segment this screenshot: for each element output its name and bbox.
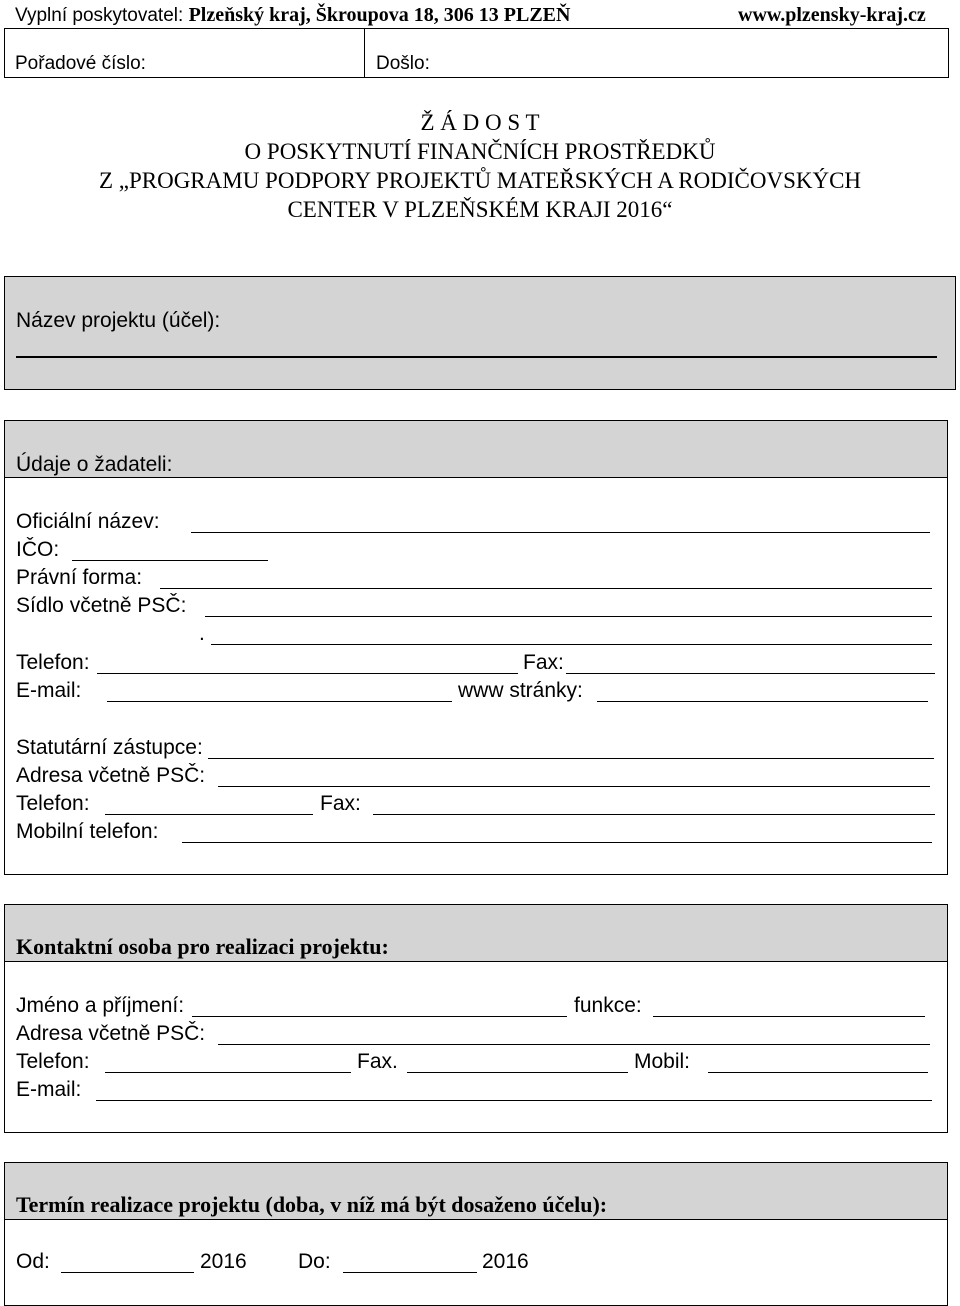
title-line-4: CENTER V PLZEŇSKÉM KRAJI 2016“ (287, 197, 673, 222)
term-section-box (4, 1162, 948, 1306)
contact-name-label: Jméno a příjmení: (16, 994, 185, 1017)
contact-function-label: funkce: (574, 994, 642, 1017)
contact-address-field[interactable] (218, 1044, 930, 1045)
project-name-field[interactable] (16, 356, 937, 358)
received-label: Došlo: (376, 53, 430, 74)
ico-label: IČO: (16, 538, 60, 561)
term-from-label: Od: (16, 1250, 50, 1273)
seat-label: Sídlo včetně PSČ: (16, 594, 187, 617)
phone-field[interactable] (97, 673, 518, 674)
order-number-label: Pořadové číslo: (15, 53, 146, 74)
web-field[interactable] (597, 701, 928, 702)
web-label: www stránky: (458, 679, 583, 702)
term-from-field[interactable] (61, 1272, 194, 1273)
contact-fax-field[interactable] (407, 1072, 628, 1073)
contact-email-field[interactable] (96, 1100, 932, 1101)
applicant-section-box (4, 420, 948, 875)
contact-header-divider (4, 961, 948, 962)
fax-label: Fax: (523, 651, 564, 674)
contact-phone-field[interactable] (105, 1072, 351, 1073)
title-line-2: O POSKYTNUTÍ FINANČNÍCH PROSTŘEDKŮ (244, 139, 716, 164)
title-line-1: Ž Á D O S T (420, 110, 540, 135)
term-to-label: Do: (298, 1250, 331, 1273)
website-link[interactable]: www.plzensky-kraj.cz (738, 4, 926, 26)
provider-value: Plzeňský kraj, Škroupova 18, 306 13 PLZEŇ (188, 4, 571, 26)
rep-fax-label: Fax: (320, 792, 361, 815)
email-label: E-mail: (16, 679, 82, 702)
contact-mobile-label: Mobil: (634, 1050, 691, 1073)
rep-fax-field[interactable] (373, 814, 935, 815)
applicant-header-divider (4, 477, 948, 478)
contact-phone-label: Telefon: (16, 1050, 90, 1073)
rep-phone-label: Telefon: (16, 792, 90, 815)
phone-label: Telefon: (16, 651, 90, 674)
statutory-rep-field[interactable] (208, 758, 934, 759)
rep-address-label: Adresa včetně PSČ: (16, 764, 206, 787)
seat-field[interactable] (205, 616, 932, 617)
contact-fax-label: Fax. (357, 1050, 398, 1073)
contact-email-label: E-mail: (16, 1078, 82, 1101)
legal-form-label: Právní forma: (16, 566, 143, 589)
project-section-box (4, 276, 956, 390)
applicant-section-label: Údaje o žadateli: (16, 453, 173, 476)
contact-name-field[interactable] (192, 1016, 567, 1017)
ico-field[interactable] (72, 560, 268, 561)
mobile-field[interactable] (182, 842, 932, 843)
legal-form-field[interactable] (160, 588, 932, 589)
term-header-divider (4, 1219, 948, 1220)
email-field[interactable] (107, 701, 452, 702)
provider-line (15, 3, 570, 28)
official-name-label: Oficiální název: (16, 510, 160, 533)
seat-field-2[interactable] (211, 644, 932, 645)
term-to-field[interactable] (343, 1272, 477, 1273)
rep-address-field[interactable] (218, 786, 930, 787)
statutory-rep-label: Statutární zástupce: (16, 736, 203, 759)
official-name-field[interactable] (191, 532, 930, 533)
rep-phone-field[interactable] (105, 814, 313, 815)
term-to-year: 2016 (482, 1250, 529, 1273)
fax-field[interactable] (566, 673, 935, 674)
contact-function-field[interactable] (653, 1016, 925, 1017)
provider-label: Vyplní poskytovatel: (15, 5, 189, 26)
term-from-year: 2016 (200, 1250, 247, 1273)
seat-continuation-dot: . (199, 622, 205, 645)
mobile-label: Mobilní telefon: (16, 820, 159, 843)
term-section-label: Termín realizace projektu (doba, v níž má být dosaženo účelu): (16, 1192, 608, 1217)
title-line-3: Z „PROGRAMU PODPORY PROJEKTŮ MATEŘSKÝCH A RODIČOVSKÝCH (98, 168, 862, 193)
contact-mobile-field[interactable] (708, 1072, 928, 1073)
contact-address-label: Adresa včetně PSČ: (16, 1022, 206, 1045)
page-title (0, 108, 960, 224)
contact-section-label: Kontaktní osoba pro realizaci projektu: (16, 934, 389, 959)
project-name-label: Název projektu (účel): (16, 309, 221, 332)
registry-divider (364, 28, 365, 78)
